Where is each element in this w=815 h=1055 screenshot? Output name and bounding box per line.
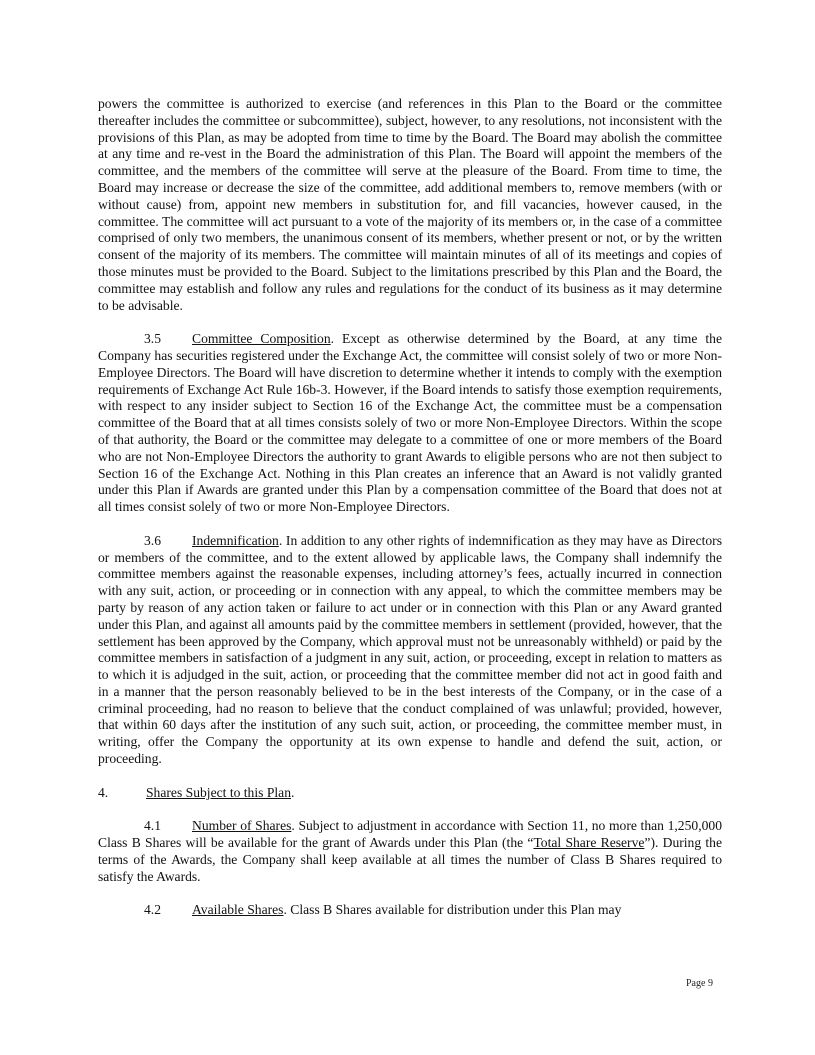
section-text: .: [291, 784, 295, 800]
document-body: [98, 96, 722, 936]
section-heading: Indemnification: [192, 532, 279, 548]
section-text: . Class B Shares available for distribution under this Plan may: [283, 902, 622, 918]
paragraph-committee-powers: powers the committee is authorized to exercise (and references in this Plan to the Board or the committee thereafter includes the committee or subcommittee), subject, however, to any resolutions, not inconsistent with the provisions of this Plan, as may be adopted from time to time by the Board. The Board may abolish the committee at any time and re-vest in the Board the administration of this Plan. The Board will appoint the members of the committee, and the members of the committee will serve at the pleasure of the Board. From time to time, the Board may increase or decrease the size of the committee, add additional members to, remove members (with or without cause) from, appoint new members in substitution for, and fill vacancies, however caused, in the committee. The committee will act pursuant to a vote of the majority of its members or, in the case of a committee comprised of only two members, the unanimous consent of its members, whether present or not, or by the written consent of the majority of its members. The committee will maintain minutes of all of its meetings and copies of those minutes must be provided to the Board. Subject to the limitations prescribed by this Plan and the Board, the committee may establish and follow any rules and regulations for the conduct of its business as it may determine to be advisable.: [98, 96, 722, 313]
section-number: 4.: [98, 784, 109, 800]
section-heading: Number of Shares: [192, 818, 292, 834]
defined-term: Total Share Reserve: [533, 835, 645, 851]
section-heading: Available Shares: [192, 902, 284, 918]
section-4-1: [98, 818, 722, 885]
section-number: 4.2: [144, 902, 161, 918]
section-text: . Except as otherwise determined by the Board, at any time the Company has securities registered under the Exchange Act, the committee will consist solely of two or more Non-Employee Directors. The Board will have discretion to determine whether it intends to comply with the exemption requirements of Exchange Act Rule 16b-3. However, if the Board intends to satisfy those exemption requirements, with respect to any insider subject to Section 16 of the Exchange Act, the committee must be a compensation committee of the Board that at all times consists solely of two or more Non-Employee Directors. Within the scope of that authority, the Board or the committee may delegate to a committee of one or more members of the Board who are not Non-Employee Directors the authority to grant Awards to eligible persons who are not then subject to Section 16 of the Exchange Act. Nothing in this Plan creates an inference that an Award is not validly granted under this Plan if Awards are granted under this Plan by a compensation committee of the Board that does not at all times consist solely of two or more Non-Employee Directors.: [98, 331, 722, 515]
section-number: 3.5: [144, 331, 161, 347]
page-number: Page 9: [686, 978, 713, 989]
section-number: 3.6: [144, 532, 161, 548]
section-heading: Committee Composition: [192, 331, 331, 347]
section-text: . Subject to adjustment in accordance with Section 11, no more than 1,250,000 Class B Shares will be available for the grant of Awards under this Plan (the “: [98, 818, 722, 851]
section-text: . In addition to any other rights of indemnification as they may have as Directors or members of the committee, and to the extent allowed by applicable laws, the Company shall indemnify the committee members against the reasonable expenses, including attorney’s fees, actually incurred in connection with any suit, action, or proceeding or in connection with any appeal, to which the committee members may be party by reason of any action taken or failure to act under or in connection with this Plan or any Award granted under this Plan, and against all amounts paid by the committee members in settlement (provided, however, that the settlement has been approved by the Company, which approval must not be unreasonably withheld) or paid by the committee members in satisfaction of a judgment in any suit, action, or proceeding, except in relation to matters as to which it is adjudged in the suit, action, or proceeding that the committee member did not act in good faith and in a manner that the person reasonably believed to be in the best interests of the Company, or in the case of a criminal proceeding, had no reason to believe that the conduct complained of was unlawful; provided, however, that within 60 days after the institution of any such suit, action, or proceeding, the committee member must, in writing, offer the Company the opportunity at its own expense to handle and defend the suit, action, or proceeding.: [98, 532, 722, 767]
section-3-5: [98, 331, 722, 516]
section-number: 4.1: [144, 818, 161, 834]
section-text: ”). During the terms of the Awards, the Company shall keep available at all times the number of Class B Shares required to satisfy the Awards.: [98, 835, 722, 884]
section-4-2: [98, 902, 722, 919]
section-4: [98, 785, 722, 802]
section-3-6: [98, 533, 722, 768]
section-heading: Shares Subject to this Plan: [146, 784, 291, 800]
